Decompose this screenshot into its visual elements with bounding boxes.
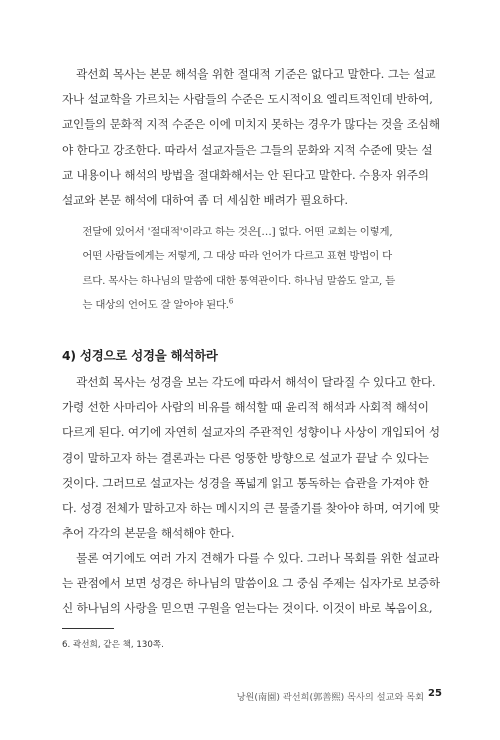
- quote-line: [70, 293, 440, 317]
- section-heading: 4) 성경으로 성경을 해석하라: [62, 348, 218, 363]
- text-line: 교 내용이나 해석의 방법을 절대화해서는 안 된다고 말한다. 수용자 위주의: [62, 167, 429, 182]
- footnote: 6. 곽선희, 같은 책, 130쪽.: [62, 640, 164, 650]
- text-line: 교인들의 문화적 지적 수준은 이에 미치지 못하는 경우가 많다는 것을 조심해: [62, 117, 440, 132]
- text-line: 추어 각각의 본문을 해석해야 한다.: [62, 526, 235, 541]
- text-line: 다. 성경 전체가 말하고자 하는 메시지의 큰 물줄기를 찾아야 하며, 여기에 맞: [62, 501, 440, 516]
- block-quote: [70, 220, 440, 318]
- text-line: 물론 여기에도 여러 가지 견해가 다를 수 있다. 그러나 목회를 위한 설교라: [62, 551, 440, 565]
- running-head: 낭원(南園) 곽선희(郭善熙) 목사의 설교와 목회: [236, 692, 424, 703]
- text-line: 곽선희 목사는 본문 해석을 위한 절대적 기준은 없다고 말한다. 그는 설교: [62, 67, 436, 81]
- quote-line: 르다. 목사는 하나님의 말씀에 대한 통역관이다. 하나님 말씀도 알고, 듣: [70, 274, 396, 287]
- text-line: 설교와 본문 해석에 대하여 좀 더 세심한 배려가 필요하다.: [62, 193, 348, 208]
- quote-line: 어떤 사람들에게는 저렇게, 그 대상 따라 언어가 다르고 표현 방법이 다: [70, 250, 392, 263]
- text-line: 야 한다고 강조한다. 따라서 설교자들은 그들의 문화와 지적 수준에 맞는 설: [62, 142, 433, 157]
- quote-text: 는 대상의 언어도 잘 알아야 된다.: [70, 299, 229, 312]
- text-line: 경이 말하고자 하는 결론과는 다른 엉뚱한 방향으로 설교가 끝날 수 있다는: [62, 450, 429, 465]
- paragraph-3: [62, 546, 442, 622]
- text-line: 가령 선한 사마리아 사람의 비유를 해석할 때 윤리적 해석과 사회적 해석이: [62, 400, 429, 415]
- text-line: 것이다. 그러므로 설교자는 성경을 폭넓게 읽고 통독하는 습관을 가져야 한: [62, 475, 429, 490]
- footnote-divider: [62, 628, 114, 629]
- text-line: 다르게 된다. 여기에 자연히 설교자의 주관적인 성향이나 사상이 개입되어 성: [62, 425, 440, 440]
- paragraph-1: [62, 62, 442, 213]
- quote-line: 전달에 있어서 '절대적'이라고 하는 것은[…] 없다. 어떤 교회는 이렇게,: [70, 226, 393, 238]
- text-line: 곽선희 목사는 성경을 보는 각도에 따라서 해석이 달라질 수 있다고 한다.: [62, 375, 436, 389]
- paragraph-2: [62, 370, 442, 546]
- page-number: 25: [428, 688, 442, 699]
- text-line: 는 관점에서 보면 성경은 하나님의 말씀이요 그 중심 주제는 십자가로 보증하: [62, 576, 440, 591]
- text-line: 신 하나님의 사랑을 믿으면 구원을 얻는다는 것이다. 이것이 바로 복음이요,: [62, 601, 433, 616]
- footnote-marker: 6: [228, 297, 234, 306]
- text-line: 자나 설교학을 가르치는 사람들의 수준은 도시적이요 엘리트적인데 반하여,: [62, 92, 433, 107]
